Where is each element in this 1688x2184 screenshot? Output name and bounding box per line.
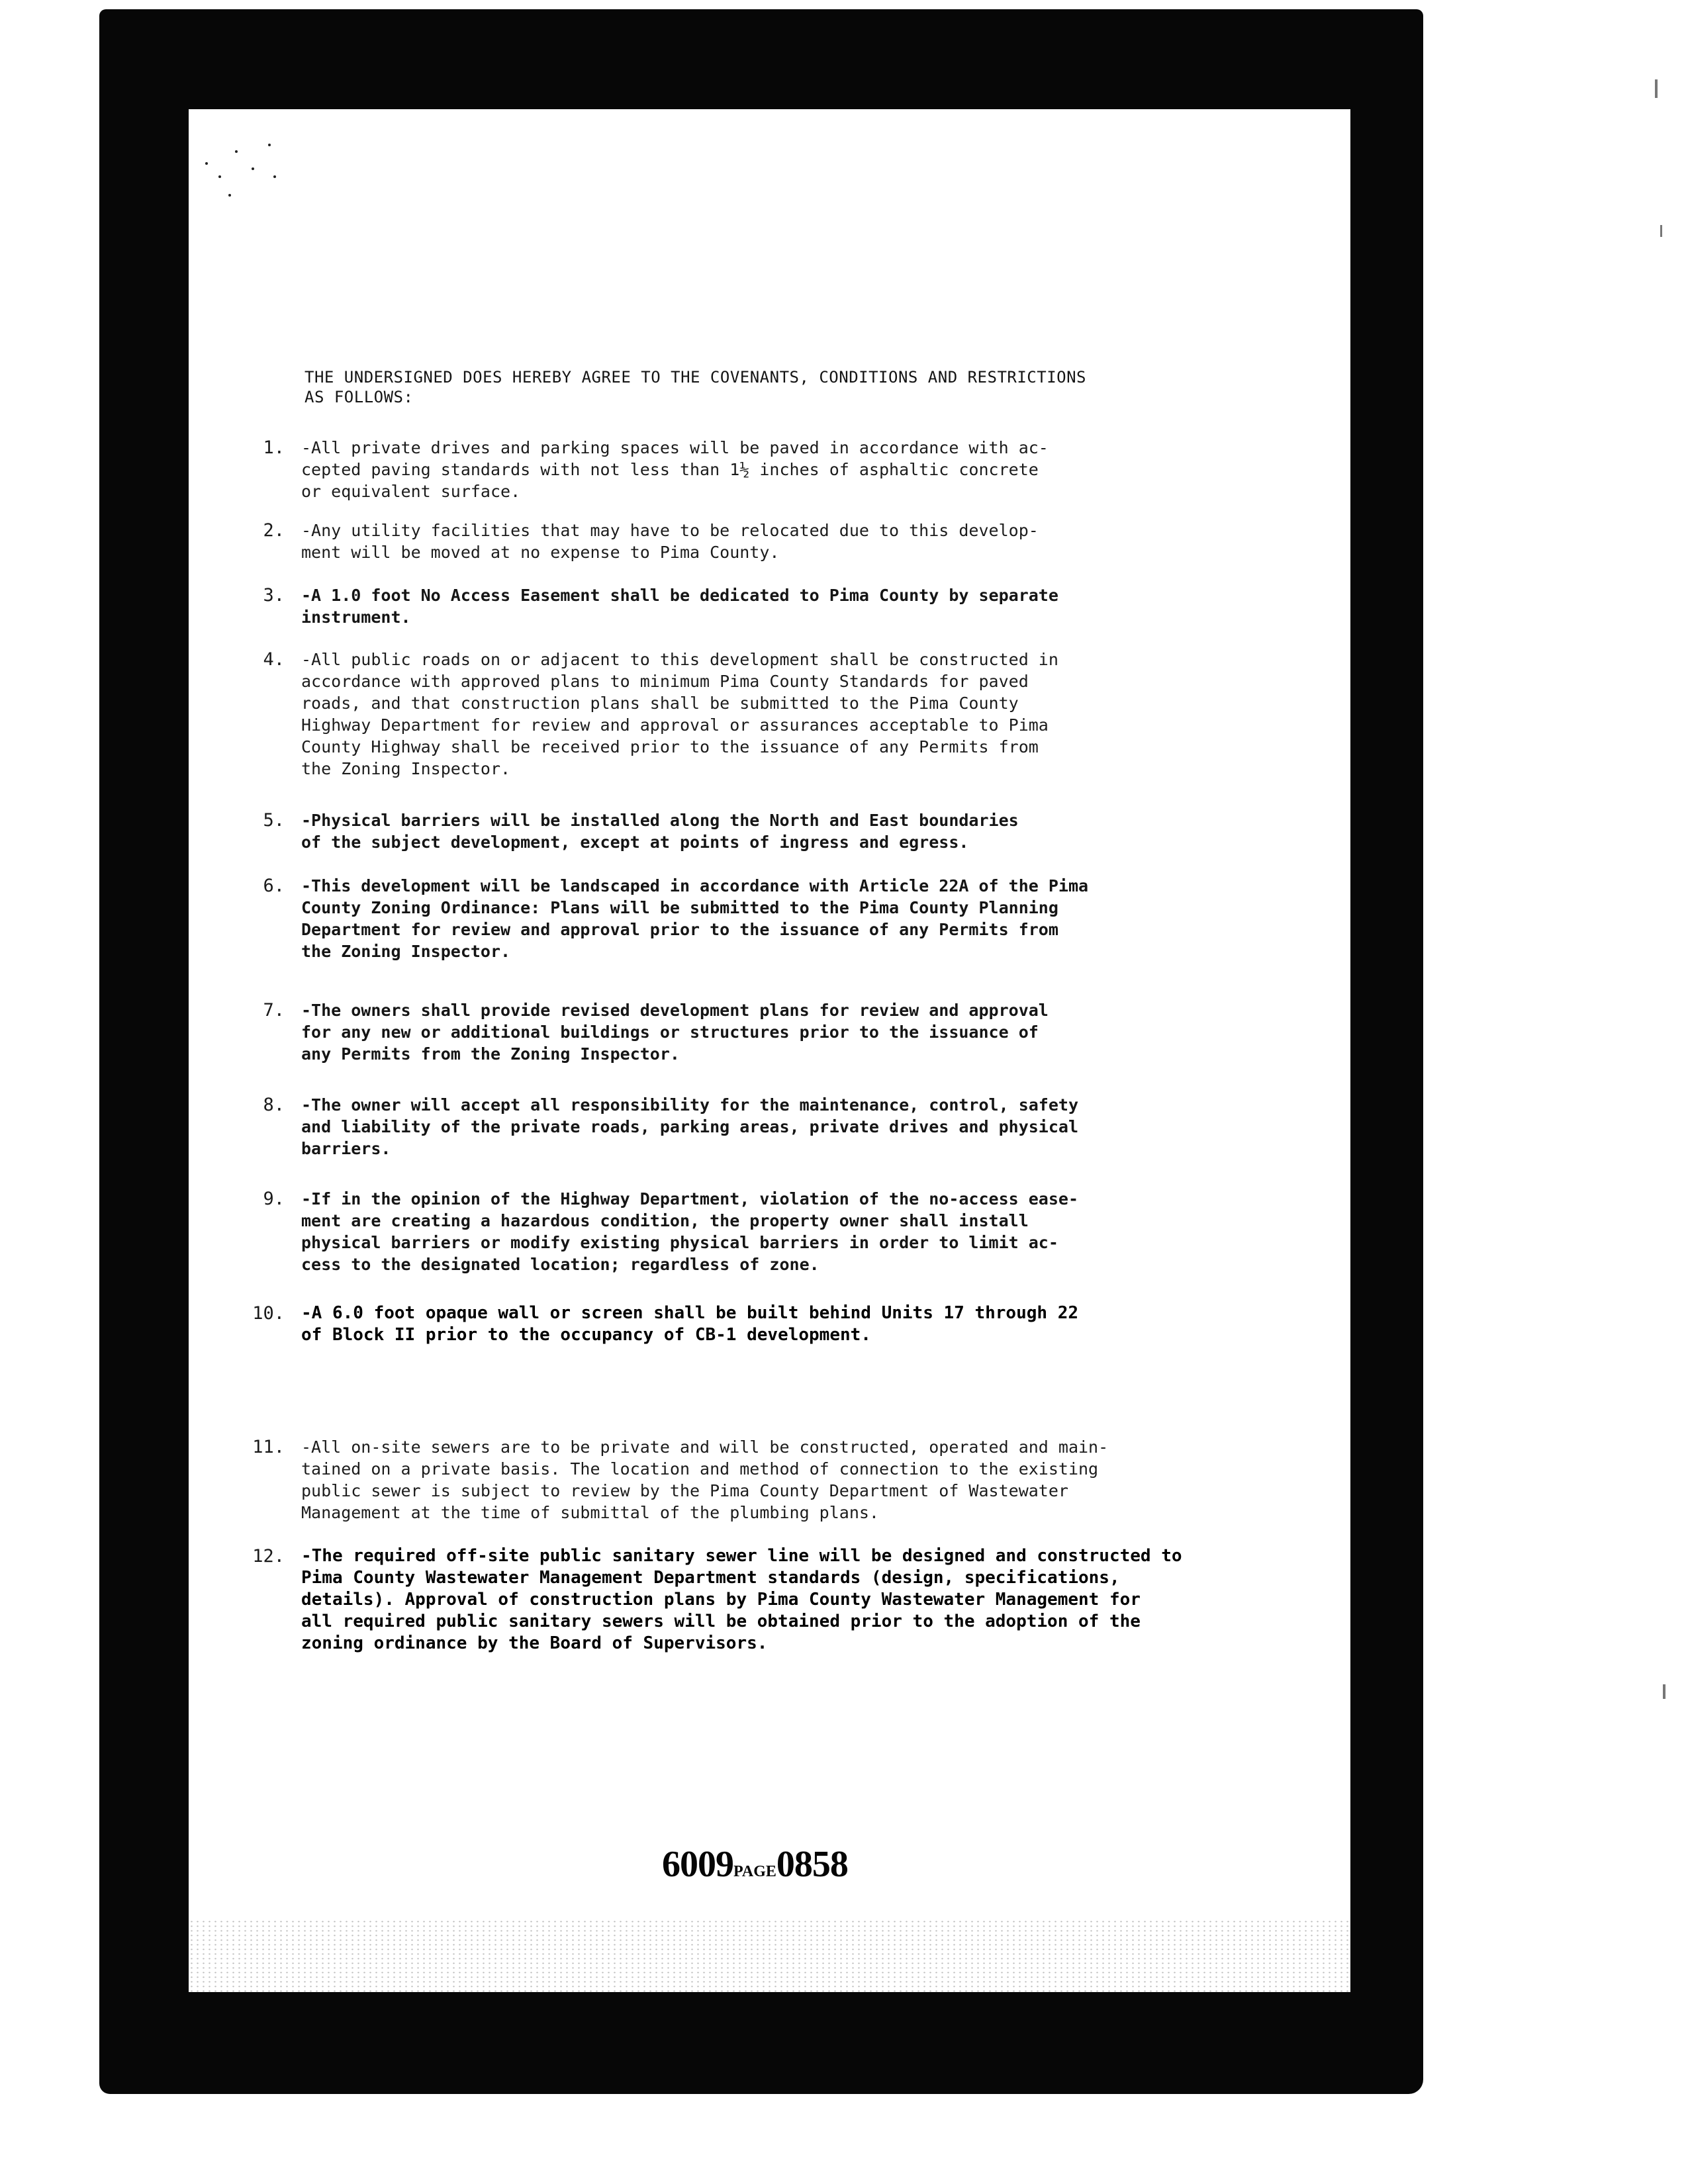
speck [268,144,271,146]
item-text: -The owners shall provide revised development plans for review and approval for any new or additional buildings or structures prior to the issuance of any Permits from the Zoning Inspector. [301,1001,1049,1064]
item-text: -The required off-site public sanitary sewer line will be designed and constructed to Pima County Wastewater Management Department standards (design, specifications, details). Approval of construction plans by Pima County Wastewater Management for all required public sanitary sewers will be obtained prior to the adoption of the zoning ordinance by the Board of Supervisors. [301,1546,1182,1653]
item-number: 6. [263,876,285,896]
item-text: -All on-site sewers are to be private and will be constructed, operated and main- tained on a private basis. The location and method of connection to the existing public sewer is subject to review by the Pima County Department of Wastewater Management at the time of submittal of the plumbing plans. [301,1437,1109,1522]
item-number: 7. [263,1000,285,1021]
item-text: -All public roads on or adjacent to this development shall be constructed in accordance with approved plans to minimum Pima County Standards for paved roads, and that construction plans shall be submitted to the Pima County Highway Department for review and approval or assurances acceptable to Pima County Highway shall be received prior to the issuance of any Permits from the Zoning Inspector. [301,650,1058,778]
item-text: -A 1.0 foot No Access Easement shall be dedicated to Pima County by separate instrument. [301,586,1058,627]
item-number: 5. [263,810,285,831]
item-number: 10. [252,1303,285,1324]
item-text: -The owner will accept all responsibility for the maintenance, control, safety and liability of the private roads, parking areas, private drives and physical barriers. [301,1095,1078,1158]
item-number: 2. [263,520,285,541]
edge-mark [1660,225,1662,237]
recording-stamp [662,1843,848,1886]
document-heading: THE UNDERSIGNED DOES HEREBY AGREE TO THE COVENANTS, CONDITIONS AND RESTRICTIONS AS FOLLOWS: [305,368,1086,406]
item-number: 1. [263,437,285,458]
edge-mark [1663,1684,1665,1699]
document-sheet [189,109,1350,1992]
item-number: 8. [263,1095,285,1115]
edge-mark [1655,79,1658,98]
speck [235,150,238,153]
speck [252,167,254,170]
docket-number: 6009 [662,1844,733,1885]
item-text: -All private drives and parking spaces will be paved in accordance with ac- cepted paving standards with not less than 1½ inches of asphaltic concrete or equivalent surface. [301,438,1049,501]
item-text: -A 6.0 foot opaque wall or screen shall be built behind Units 17 through 22 of Block II prior to the occupancy of CB-1 development. [301,1303,1078,1345]
item-number: 4. [263,649,285,670]
scan-noise [189,1919,1350,1992]
item-number: 9. [263,1189,285,1209]
item-text: -If in the opinion of the Highway Department, violation of the no-access ease- ment are creating a hazardous condition, the property owner shall install physical barriers or modify existing physical barriers in order to limit ac- cess to the designated location; regardless of zone. [301,1189,1078,1274]
speck [228,194,231,197]
item-text: -Any utility facilities that may have to be relocated due to this develop- ment will be moved at no expense to Pima County. [301,521,1039,562]
item-text: -Physical barriers will be installed along the North and East boundaries of the subject development, except at points of ingress and egress. [301,811,1019,852]
speck [218,175,221,178]
speck [205,162,208,165]
speck [273,175,276,178]
item-number: 3. [263,585,285,606]
item-number: 12. [252,1546,285,1567]
item-text: -This development will be landscaped in accordance with Article 22A of the Pima County Zoning Ordinance: Plans will be submitted to the Pima County Planning Department for review and approval prior to the issuance of any Permits from the Zoning Inspector. [301,876,1089,961]
item-number: 11. [252,1437,285,1457]
page-number: 0858 [776,1844,848,1885]
page-label: PAGE [733,1863,776,1880]
